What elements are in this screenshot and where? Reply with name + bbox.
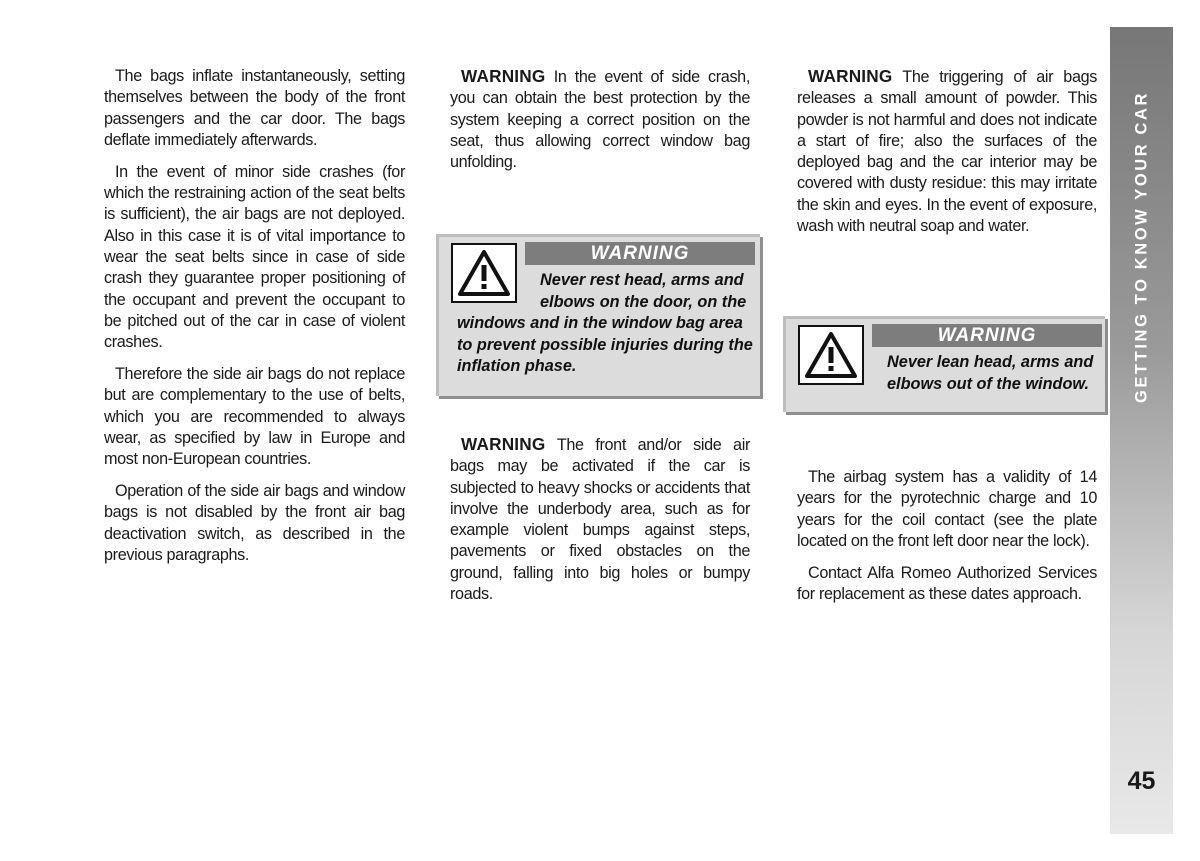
warning-heavy-shocks (450, 434, 750, 605)
warning-box-text: Never rest head, arms and elbows on the door, on the windows and in the window bag area to prevent possible injuries during the inflation phase. (457, 271, 753, 375)
warning-box-window (783, 316, 1105, 412)
warning-box-door (436, 234, 760, 396)
warning-text: The front and/or side air bags may be activated if the car is subjected to heavy shocks or accidents that involve the underbody area, such as for example violent bumps against steps, pavements or fixed obstacles on the ground, falling into big holes or bumpy roads. (450, 436, 750, 604)
warning-correct-position (450, 66, 750, 173)
warning-text: In the event of side crash, you can obtain the best protection by the system keeping a correct position on the seat, thus allowing correct window bag unfolding. (450, 68, 750, 172)
chapter-side-tab (1110, 27, 1173, 834)
paragraph-complementary-belts: Therefore the side air bags do not replace but are complementary to the use of belts, which you are recommended to always wear, as specified by law in Europe and most non-European countries. (104, 365, 405, 469)
warning-box-header: WARNING (872, 324, 1102, 347)
column-left (104, 66, 405, 577)
warning-powder (797, 66, 1097, 237)
warning-text: The triggering of air bags releases a small amount of powder. This powder is not harmful and does not indicate a start of fire; also the surfaces of the deployed bag and the car interior may be covered with dusty residue: this may irritate the skin and eyes. In the event of exposure, wash with neutral soap and water. (797, 68, 1097, 236)
column-right-lower (797, 467, 1097, 616)
warning-box-text: Never lean head, arms and elbows out of the window. (887, 353, 1094, 393)
warning-label: WARNING (808, 66, 893, 86)
paragraph-minor-side-crashes: In the event of minor side crashes (for which the restraining action of the seat belts is sufficient), the air bags are not deployed. Also in this case it is of vital importance to wear the seat belts since in case of side crash they guarantee proper positioning of the occupant and prevent the occupant to be pitched out of the car in case of violent crashes. (104, 162, 405, 352)
column-middle-lower (450, 434, 750, 616)
column-right (797, 66, 1097, 248)
paragraph-deactivation-switch: Operation of the side air bags and window bags is not disabled by the front air bag deactivation switch, as described in the previous paragraphs. (104, 482, 405, 565)
paragraph-airbag-validity: The airbag system has a validity of 14 years for the pyrotechnic charge and 10 years for the coil contact (see the plate located on the front left door near the lock). (797, 468, 1097, 550)
chapter-title: GETTING TO KNOW YOUR CAR (1132, 90, 1151, 404)
warning-label: WARNING (461, 434, 546, 454)
column-middle (450, 66, 750, 184)
page-number: 45 (1127, 767, 1156, 795)
paragraph-contact-services: Contact Alfa Romeo Authorized Services for replacement as these dates approach. (797, 563, 1097, 604)
warning-box-header: WARNING (525, 242, 755, 265)
warning-label: WARNING (461, 66, 546, 86)
paragraph-bags-inflate: The bags inflate instantaneously, setting themselves between the body of the front passengers and the car door. The bags deflate immediately afterwards. (104, 67, 405, 149)
